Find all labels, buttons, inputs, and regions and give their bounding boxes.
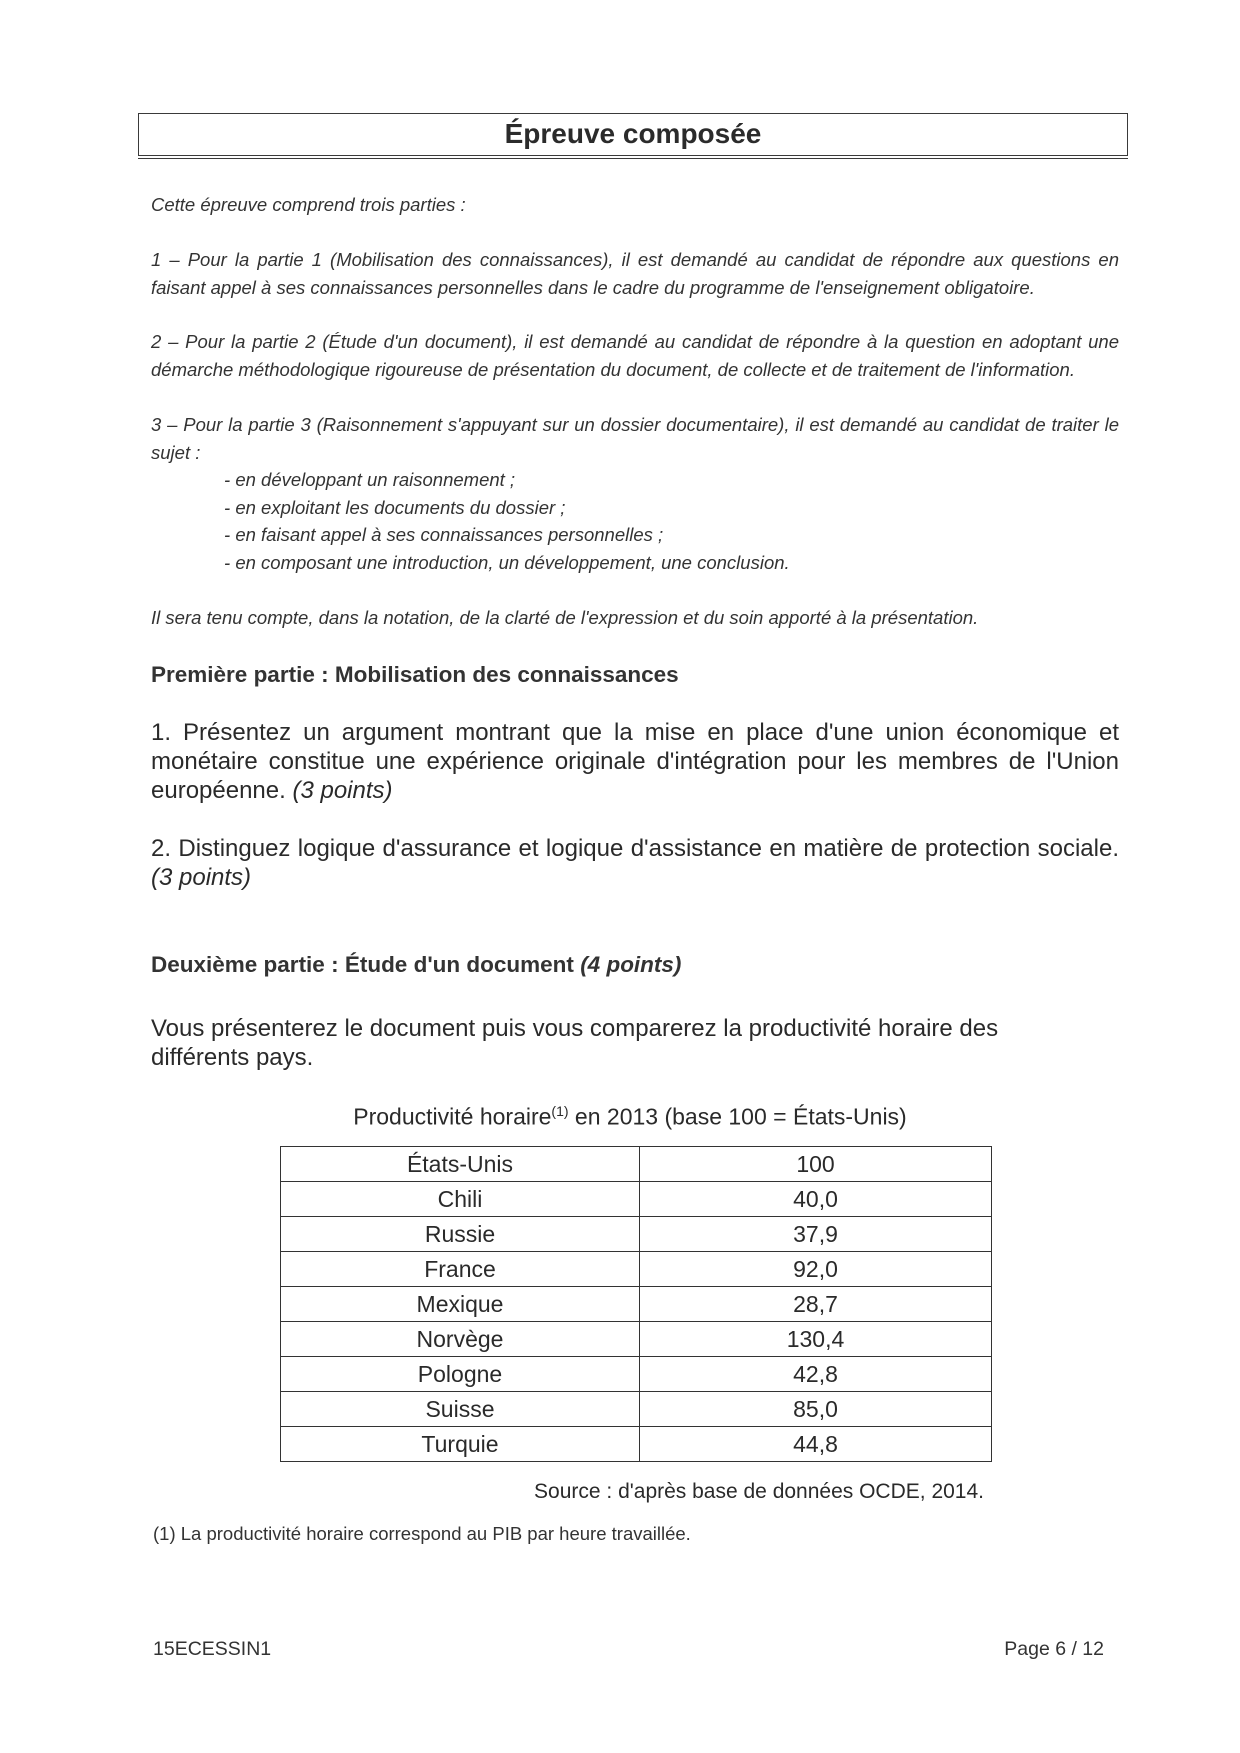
part-two-instruction: Vous présenterez le document puis vous comparerez la productivité horaire des différents pays. (151, 1015, 999, 1071)
value-cell: 92,0 (640, 1252, 992, 1287)
page-number: Page 6 / 12 (1004, 1638, 1104, 1660)
value-cell: 44,8 (640, 1427, 992, 1462)
table-row (281, 1287, 992, 1322)
country-cell: Russie (281, 1217, 640, 1252)
value-cell: 40,0 (640, 1182, 992, 1217)
country-cell: Pologne (281, 1357, 640, 1392)
question-2-text: 2. Distinguez logique d'assurance et logique d'assistance en matière de protection sociale. (151, 835, 1119, 862)
table-row (281, 1427, 992, 1462)
country-cell: États-Unis (281, 1147, 640, 1182)
value-cell: 42,8 (640, 1357, 992, 1392)
value-cell: 37,9 (640, 1217, 992, 1252)
value-cell: 130,4 (640, 1322, 992, 1357)
intro-part1: 1 – Pour la partie 1 (Mobilisation des connaissances), il est demandé au candidat de répondre aux questions en faisant appel à ses connaissances personnelles dans le cadre du programme de l'enseignement obligatoire. (151, 249, 1119, 298)
table-source: Source : d'après base de données OCDE, 2014. (534, 1480, 984, 1503)
intro-bullet: - en développant un raisonnement ; (224, 466, 1192, 494)
table-caption-main: Productivité horaire (353, 1103, 552, 1130)
intro-note: Il sera tenu compte, dans la notation, de la clarté de l'expression et du soin apporté à la présentation. (151, 607, 979, 628)
part-one-heading: Première partie : Mobilisation des connaissances (151, 662, 679, 687)
table-row (281, 1182, 992, 1217)
intro-part2: 2 – Pour la partie 2 (Étude d'un document), il est demandé au candidat de répondre à la question en adoptant une démarche méthodologique rigoureuse de présentation du document, de collecte et de traitement de l'information. (151, 331, 1119, 380)
country-cell: Turquie (281, 1427, 640, 1462)
country-cell: France (281, 1252, 640, 1287)
country-cell: Mexique (281, 1287, 640, 1322)
table-row (281, 1357, 992, 1392)
table-caption-footnote-marker: (1) (551, 1103, 569, 1119)
intro-lead: Cette épreuve comprend trois parties : (151, 194, 466, 215)
table-caption-tail: en 2013 (base 100 = États-Unis) (568, 1103, 907, 1130)
table-footnote: (1) La productivité horaire correspond au PIB par heure travaillée. (153, 1523, 691, 1544)
table-row (281, 1147, 992, 1182)
part-two-heading (151, 952, 1119, 978)
title-underline (138, 158, 1128, 159)
intro-bullet: - en composant une introduction, un développement, une conclusion. (224, 549, 1192, 577)
table-row (281, 1217, 992, 1252)
table-row (281, 1392, 992, 1427)
title-box (138, 113, 1128, 156)
question-1-text: 1. Présentez un argument montrant que la mise en place d'une union économique et monétaire constitue une expérience originale d'intégration pour les membres de l'Union européenne. (151, 719, 1119, 804)
question-1 (151, 718, 1119, 805)
part-two-heading-text: Deuxième partie : Étude d'un document (151, 952, 574, 977)
table-row (281, 1252, 992, 1287)
value-cell: 85,0 (640, 1392, 992, 1427)
country-cell: Norvège (281, 1322, 640, 1357)
country-cell: Suisse (281, 1392, 640, 1427)
value-cell: 100 (640, 1147, 992, 1182)
country-cell: Chili (281, 1182, 640, 1217)
table-row (281, 1322, 992, 1357)
intro-bullet: - en faisant appel à ses connaissances personnelles ; (224, 521, 1192, 549)
intro-bullet-list (151, 466, 1192, 576)
intro-part3: 3 – Pour la partie 3 (Raisonnement s'appuyant sur un dossier documentaire), il est demandé au candidat de traiter le sujet : (151, 414, 1119, 463)
intro-bullet: - en exploitant les documents du dossier ; (224, 494, 1192, 522)
question-2-points: (3 points) (151, 864, 252, 891)
question-1-points: (3 points) (292, 777, 393, 804)
part-two-heading-points: (4 points) (580, 952, 682, 977)
page-title: Épreuve composée (504, 118, 762, 149)
productivity-table (280, 1146, 992, 1462)
table-caption (280, 1103, 980, 1131)
value-cell: 28,7 (640, 1287, 992, 1322)
exam-code: 15ECESSIN1 (153, 1638, 272, 1660)
question-2 (151, 834, 1119, 892)
